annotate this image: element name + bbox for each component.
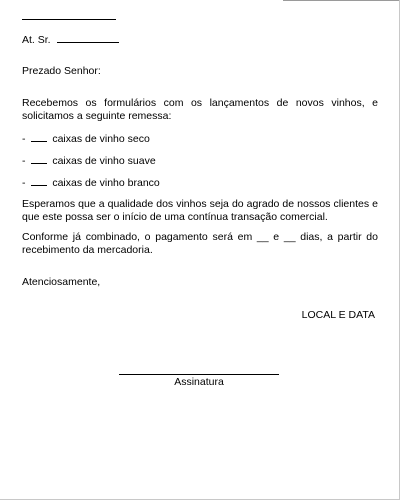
recipient-prefix: At. Sr.: [22, 34, 51, 46]
quantity-blank: [31, 154, 47, 164]
list-item-text: caixas de vinho seco: [52, 133, 150, 145]
corner-divider: [283, 0, 399, 1]
list-item-text: caixas de vinho suave: [52, 155, 156, 167]
quantity-blank: [31, 176, 47, 186]
list-item-text: caixas de vinho branco: [52, 177, 160, 189]
recipient-blank: [57, 33, 119, 43]
list-item-dry: [22, 132, 150, 145]
recipient-line: [22, 33, 119, 46]
sender-blank-line: [22, 19, 116, 20]
signature-line: [119, 374, 279, 375]
list-bullet: -: [22, 177, 26, 189]
list-item-sweet: [22, 154, 156, 167]
list-bullet: -: [22, 155, 26, 167]
salutation: Prezado Senhor:: [22, 65, 101, 77]
quantity-blank: [31, 132, 47, 142]
intro-paragraph: Recebemos os formulários com os lançamentos de novos vinhos, e solicitamos a seguinte remessa:: [22, 97, 378, 122]
place-and-date: LOCAL E DATA: [301, 309, 375, 321]
payment-paragraph: Conforme já combinado, o pagamento será em __ e __ dias, a partir do recebimento da mercadoria.: [22, 231, 378, 256]
signature-label: Assinatura: [174, 376, 224, 388]
list-bullet: -: [22, 133, 26, 145]
list-item-white: [22, 176, 160, 189]
hope-paragraph: Esperamos que a qualidade dos vinhos seja do agrado de nossos clientes e que este possa ser o início de uma contínua transação comercial.: [22, 198, 378, 223]
closing: Atenciosamente,: [22, 276, 101, 288]
